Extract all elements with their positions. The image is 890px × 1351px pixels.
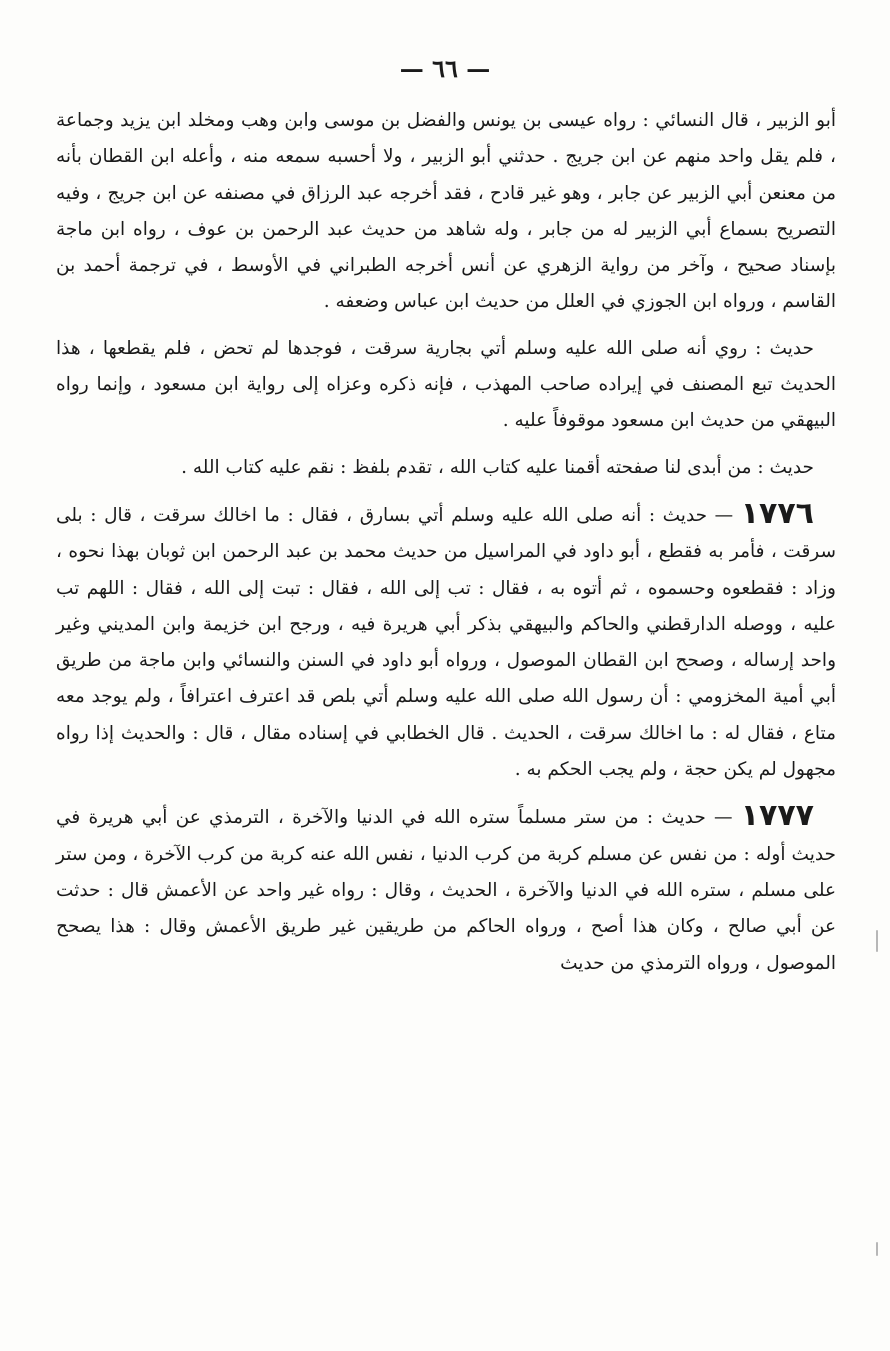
- paragraph-entry-1776: [56, 496, 836, 788]
- entry-number: ١٧٧٦: [740, 495, 814, 531]
- page-number: — ٦٦ —: [399, 54, 491, 83]
- paragraph-hadith-jariya: [56, 331, 836, 440]
- scan-margin-mark: [876, 930, 878, 952]
- paragraph-entry-1777: [56, 798, 836, 981]
- paragraph-text: — حديث : أنه صلى الله عليه وسلم أتي بسارق ، فقال : ما اخالك سرقت ، قال : بلى سرقت ، فأمر به فقطع ، أبو داود في المراسيل من حديث محمد بن عبد الرحمن ابن ثوبان بهذا نحوه ، وزاد : فقطعوه وحسموه ، ثم أتوه به ، فقال : تب إلى الله ، فقال : تبت إلى الله ، فقال : اللهم تب عليه ، ووصله الدارقطني والحاكم والبيهقي بذكر أبي هريرة فيه ، ورجح ابن خزيمة وابن المديني وغير واحد إرساله ، وصحح ابن القطان الموصول ، ورواه أبو داود في السنن والنسائي وابن ماجة من طريق أبي أمية المخزومي : أن رسول الله صلى الله عليه وسلم أتي بلص قد اعترف اعترافاً ، ولم يوجد معه متاع ، فقال له : ما اخالك سرقت ، الحديث . قال الخطابي في إسناده مقال ، قال : والحديث إذا رواه مجهول لم يكن حجة ، ولم يجب الحكم به .: [56, 504, 837, 781]
- paragraph-text: — حديث : من ستر مسلماً ستره الله في الدنيا والآخرة ، الترمذي عن أبي هريرة في حديث أوله : من نفس عن مسلم كربة من كرب الدنيا ، نفس الله عنه كربة من كرب الآخرة ، ومن ستر على مسلم ، ستره الله في الدنيا والآخرة ، الحديث ، وقال : رواه غير واحد عن الأعمش قال : حدثت عن أبي صالح ، وكان هذا أصح ، ورواه الحاكم من طريقين غير طريق الأعمش وقال : هذا يصحح الموصول ، ورواه الترمذي من حديث: [56, 807, 836, 974]
- paragraph-text: حديث : من أبدى لنا صفحته أقمنا عليه كتاب الله ، تقدم بلفظ : نقم عليه كتاب الله .: [181, 456, 814, 478]
- paragraph-text: أبو الزبير ، قال النسائي : رواه عيسى بن يونس والفضل بن موسى وابن وهب ومخلد ابن يزيد وجماعة ، فلم يقل واحد منهم عن ابن جريج . حدثني أبو الزبير ، ولا أحسبه سمعه منه ، وأعله ابن القطان بأنه من معنعن أبي الزبير عن جابر ، وهو غير قادح ، فقد أخرجه عبد الرزاق في مصنفه عن ابن جريج ، وفيه التصريح بسماع أبي الزبير له من جابر ، وله شاهد من حديث عبد الرحمن بن عوف ، رواه ابن ماجة بإسناد صحيح ، وآخر من رواية الزهري عن أنس أخرجه الطبراني في الأوسط ، في ترجمة أحمد بن القاسم ، ورواه ابن الجوزي في العلل من حديث ابن عباس وضعفه .: [56, 110, 836, 313]
- page-body: [56, 103, 836, 982]
- scan-margin-mark: [876, 1242, 878, 1256]
- paragraph-text: حديث : روي أنه صلى الله عليه وسلم أتي بجارية سرقت ، فوجدها لم تحض ، فلم يقطعها ، هذا الحديث تبع المصنف في إيراده صاحب المهذب ، فإنه ذكره وعزاه إلى رواية ابن مسعود ، وإنما رواه البيهقي من حديث ابن مسعود موقوفاً عليه .: [56, 337, 836, 432]
- paragraph-abu-zubayr: [56, 103, 836, 321]
- entry-number: ١٧٧٧: [740, 798, 814, 834]
- paragraph-hadith-safha: [56, 450, 836, 486]
